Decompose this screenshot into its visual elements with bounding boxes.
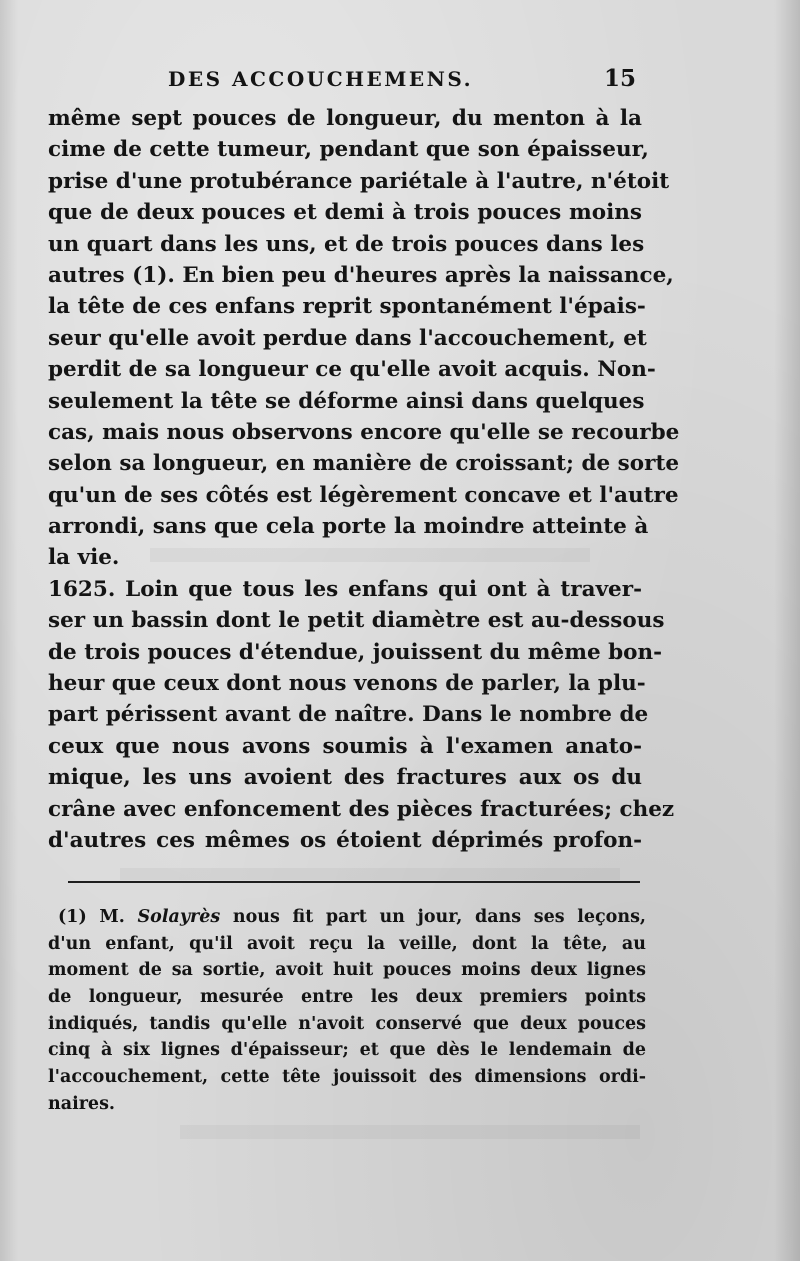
body-line: ceux que nous avons soumis à l'examen anato- (48, 733, 642, 759)
footnote-first-line-text: nous fit part un jour, dans ses leçons, (232, 907, 647, 927)
body-line: qu'un de ses côtés est légèrement concave et l'autre (48, 482, 679, 508)
body-line: seulement la tête se déforme ainsi dans quelques (48, 388, 645, 414)
footnote-line: naires. (48, 1093, 116, 1114)
footnote-separator-rule (68, 881, 640, 883)
footnote (48, 904, 646, 1118)
body-line: que de deux pouces et demi à trois pouces moins (48, 200, 642, 226)
footnote-first-line (48, 904, 646, 931)
footnote-line: moment de sa sortie, avoit huit pouces moins deux lignes (48, 960, 646, 981)
body-text (48, 103, 680, 856)
page-left-shadow (0, 0, 18, 1261)
bleed-through-band-2 (120, 868, 620, 880)
page-header (168, 63, 636, 99)
page-number: 15 (603, 65, 636, 92)
body-line: arrondi, sans que cela porte la moindre atteinte à (48, 514, 649, 540)
body-line: heur que ceux dont nous venons de parler, la plu- (48, 671, 646, 697)
body-line: selon sa longueur, en manière de croissant; de sorte (48, 451, 680, 477)
body-line: autres (1). En bien peu d'heures après la naissance, (48, 262, 674, 288)
body-line: mique, les uns avoient des fractures aux os du (48, 765, 642, 791)
footnote-marker: (1) M. (58, 907, 125, 927)
paragraph-1625-first-line: 1625. Loin que tous les enfans qui ont à traver- (48, 576, 642, 602)
running-title: DES ACCOUCHEMENS. (168, 67, 474, 91)
body-line: même sept pouces de longueur, du menton à la (48, 106, 642, 131)
body-line: la tête de ces enfans reprit spontanément l'épais- (48, 294, 646, 320)
footnote-author-name: Solayrès (137, 907, 221, 927)
body-line: crâne avec enfoncement des pièces fracturées; chez (48, 796, 675, 822)
body-line: de trois pouces d'étendue, jouissent du même bon- (48, 639, 663, 665)
footnote-line: d'un enfant, qu'il avoit reçu la veille, dont la tête, au (48, 933, 646, 954)
body-line: cas, mais nous observons encore qu'elle se recourbe (48, 419, 680, 445)
page-right-shadow (774, 0, 800, 1261)
body-line: part périssent avant de naître. Dans le nombre de (48, 702, 649, 728)
body-line: un quart dans les uns, et de trois pouces dans les (48, 231, 645, 257)
bleed-through-band-3 (180, 1125, 640, 1139)
body-line: la vie. (48, 545, 120, 571)
footnote-line: indiqués, tandis qu'elle n'avoit conservé que deux pouces (48, 1013, 646, 1034)
footnote-line: de longueur, mesurée entre les deux premiers points (48, 987, 646, 1008)
body-line: cime de cette tumeur, pendant que son épaisseur, (48, 137, 649, 163)
body-line: perdit de sa longueur ce qu'elle avoit acquis. Non- (48, 357, 656, 383)
body-line: prise d'une protubérance pariétale à l'autre, n'étoit (48, 168, 670, 194)
body-line: d'autres ces mêmes os étoient déprimés profon- (48, 827, 642, 853)
footnote-line: l'accouchement, cette tête jouissoit des dimensions ordi- (48, 1067, 646, 1088)
footnote-line: cinq à six lignes d'épaisseur; et que dès le lendemain de (48, 1040, 646, 1061)
body-line: ser un bassin dont le petit diamètre est au-dessous (48, 608, 665, 634)
body-line: seur qu'elle avoit perdue dans l'accouchement, et (48, 325, 647, 351)
